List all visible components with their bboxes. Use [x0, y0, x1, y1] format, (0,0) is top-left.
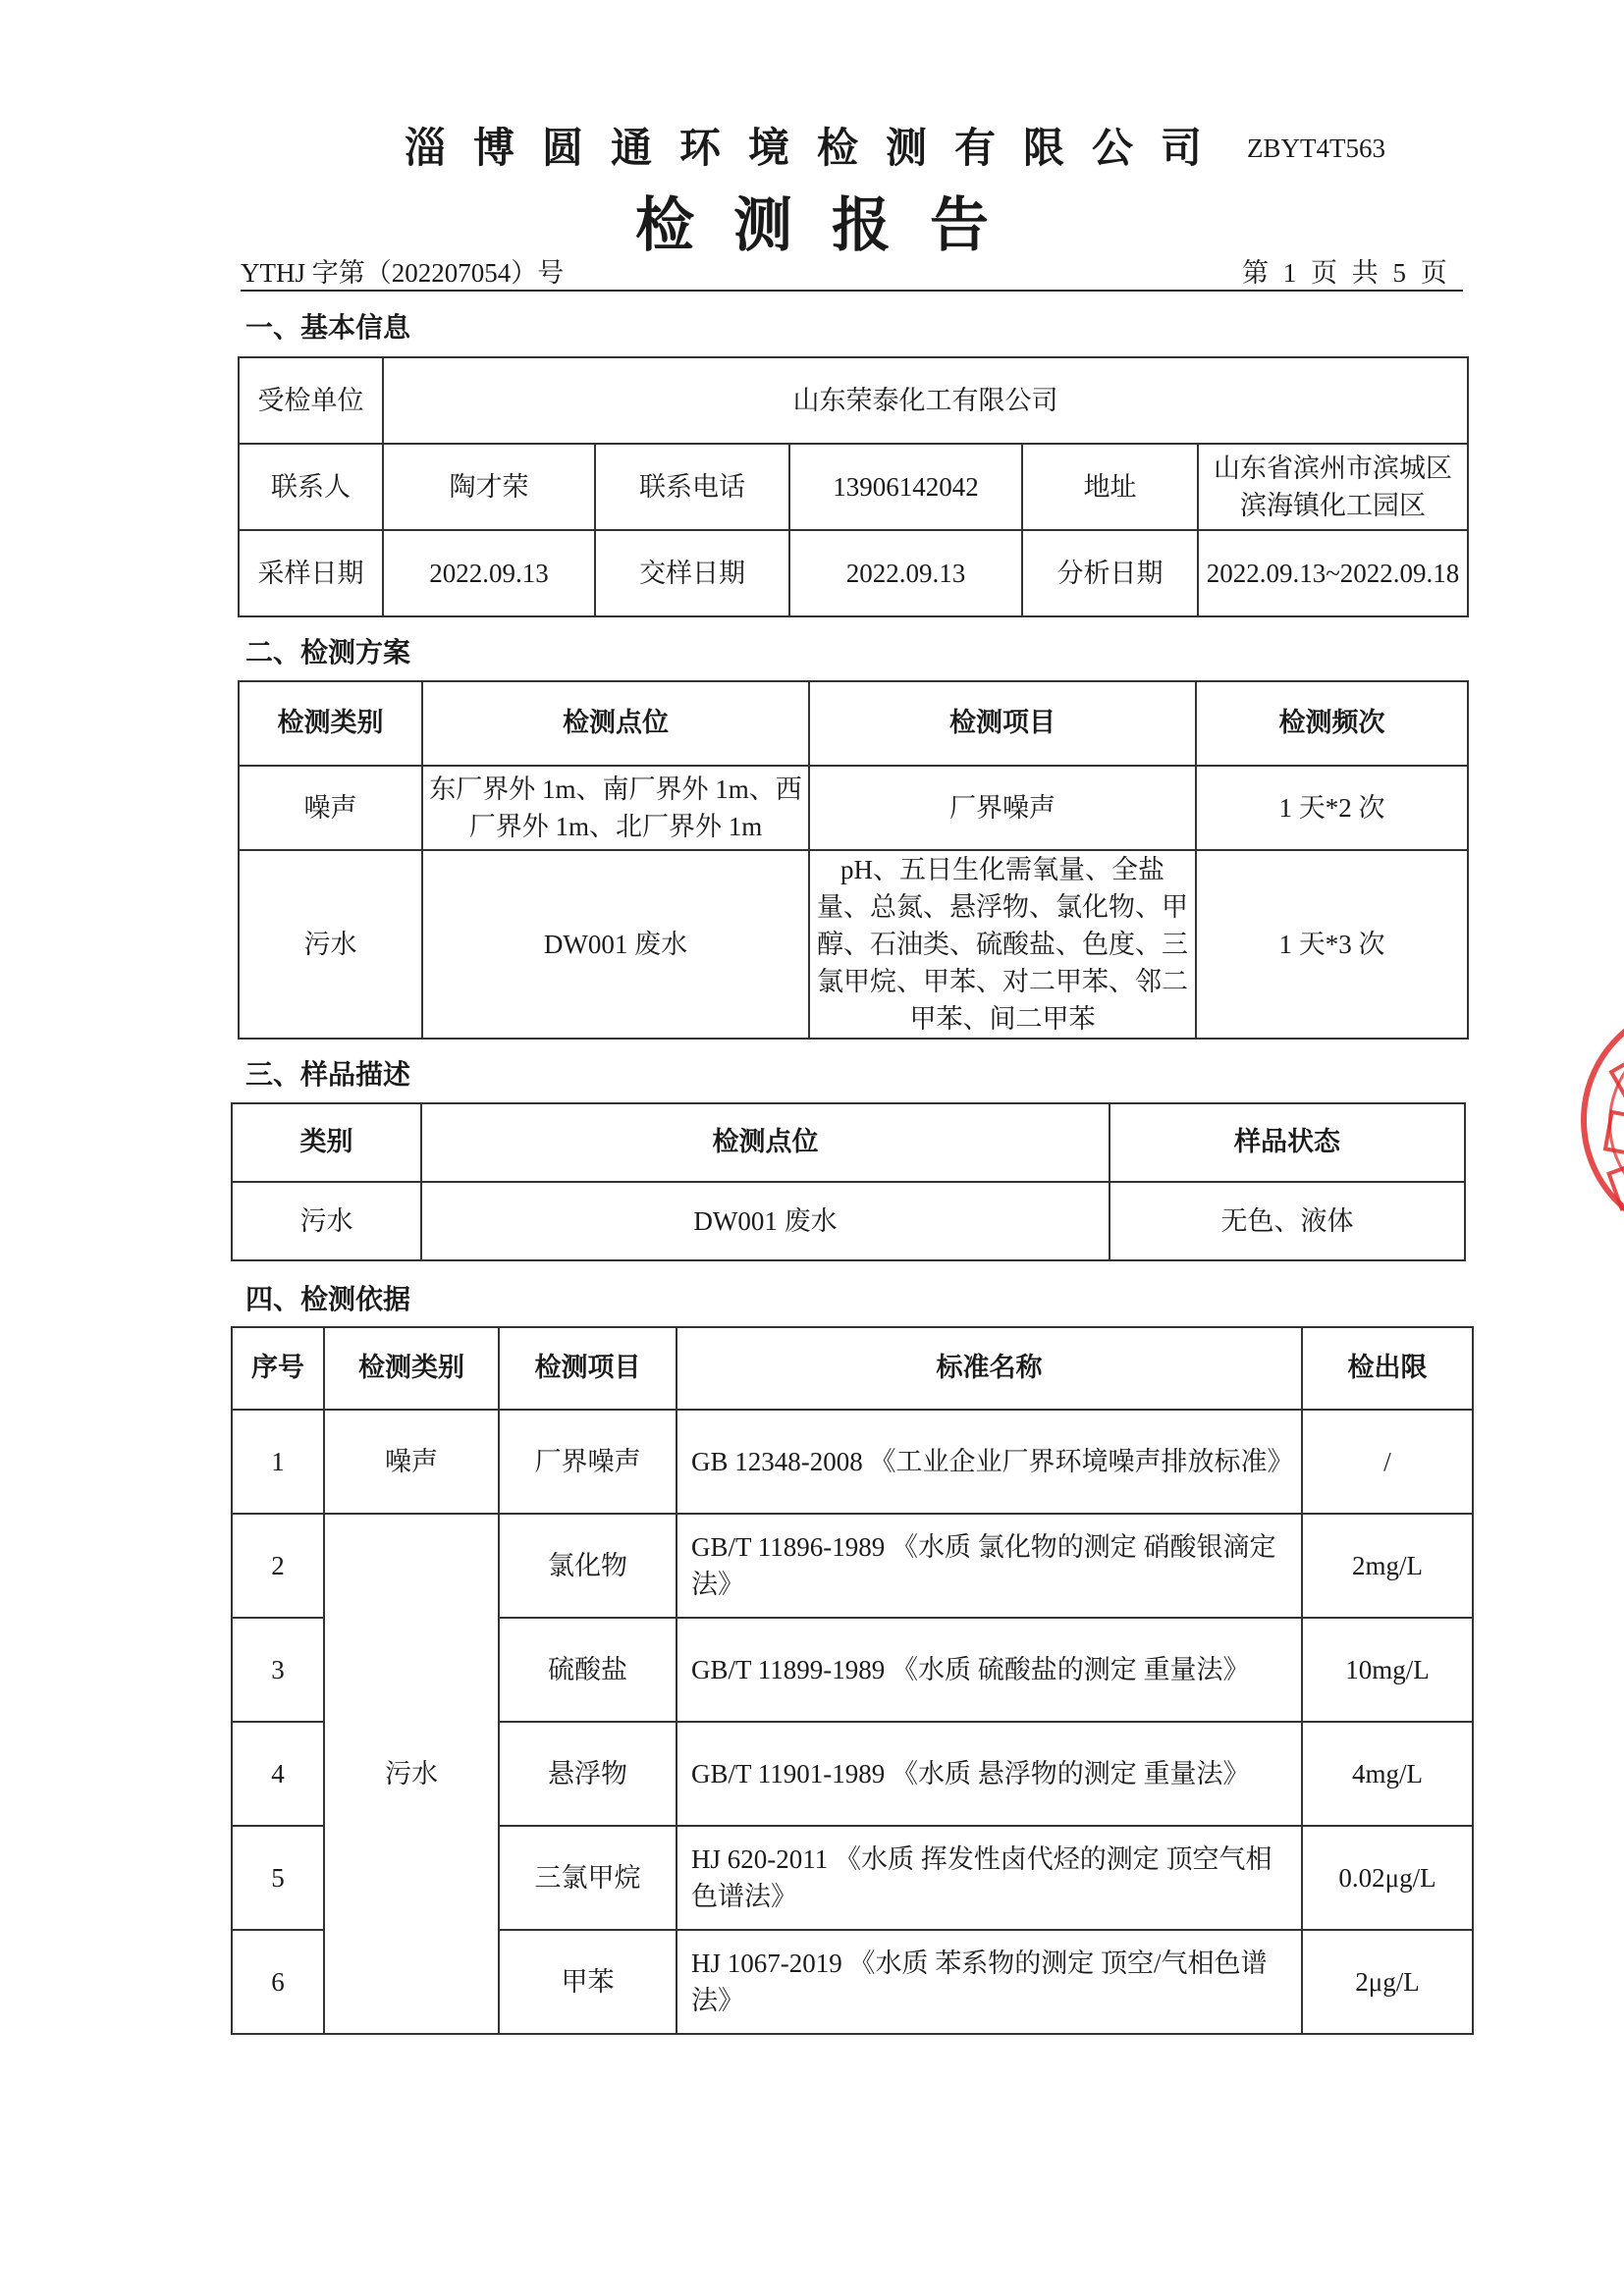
plan-header-frequency: 检测频次	[1196, 681, 1468, 766]
sample-category: 污水	[232, 1182, 421, 1260]
delivery-date-value: 2022.09.13	[789, 530, 1022, 616]
basis-category: 污水	[324, 1514, 499, 2034]
report-number: YTHJ 字第（202207054）号	[241, 258, 565, 288]
basis-no: 3	[232, 1618, 324, 1722]
basis-no: 5	[232, 1826, 324, 1930]
sampling-date-value: 2022.09.13	[383, 530, 595, 616]
table-row	[232, 1410, 1473, 1514]
basis-no: 1	[232, 1410, 324, 1514]
plan-frequency: 1 天*2 次	[1196, 766, 1468, 850]
seal-mark	[1606, 1158, 1624, 1211]
company-name: 淄博圆通环境检测有限公司	[404, 124, 1229, 172]
plan-items: pH、五日生化需氧量、全盐量、总氮、悬浮物、氯化物、甲醇、石油类、硫酸盐、色度、三氯甲烷、甲苯、对二甲苯、邻二甲苯、间二甲苯	[809, 850, 1196, 1039]
basis-standard: GB/T 11901-1989 《水质 悬浮物的测定 重量法》	[677, 1722, 1302, 1826]
report-title: 检测报告	[635, 191, 1028, 260]
sample-point: DW001 废水	[421, 1182, 1110, 1260]
plan-header-row	[239, 681, 1468, 766]
basis-header-limit: 检出限	[1302, 1327, 1473, 1410]
basis-item: 悬浮物	[499, 1722, 677, 1826]
document-code: ZBYT4T563	[1247, 133, 1385, 163]
basis-header-category: 检测类别	[324, 1327, 499, 1410]
section-basis-heading: 四、检测依据	[245, 1283, 411, 1315]
basis-limit: 2μg/L	[1302, 1930, 1473, 2034]
plan-category: 噪声	[239, 766, 422, 850]
basis-no: 2	[232, 1514, 324, 1618]
table-row	[239, 850, 1468, 1039]
plan-header-items: 检测项目	[809, 681, 1196, 766]
basis-standard: GB 12348-2008 《工业企业厂界环境噪声排放标准》	[677, 1410, 1302, 1514]
client-label: 受检单位	[239, 357, 383, 444]
section-basic-info-heading: 一、基本信息	[245, 311, 411, 344]
section-sample-heading: 三、样品描述	[245, 1058, 411, 1091]
basic-info-table	[238, 356, 1469, 617]
address-value: 山东省滨州市滨城区滨海镇化工园区	[1198, 444, 1468, 530]
sample-header-point: 检测点位	[421, 1103, 1110, 1182]
contact-row	[239, 444, 1468, 530]
plan-table	[238, 680, 1469, 1040]
seal-mark	[1603, 1110, 1624, 1158]
address-label: 地址	[1022, 444, 1198, 530]
basis-header-standard: 标准名称	[677, 1327, 1302, 1410]
client-row	[239, 357, 1468, 444]
plan-points: DW001 废水	[422, 850, 809, 1039]
basis-item: 厂界噪声	[499, 1410, 677, 1514]
basis-category: 噪声	[324, 1410, 499, 1514]
basis-standard: GB/T 11896-1989 《水质 氯化物的测定 硝酸银滴定法》	[677, 1514, 1302, 1618]
delivery-date-label: 交样日期	[595, 530, 789, 616]
table-row	[239, 766, 1468, 850]
dates-row	[239, 530, 1468, 616]
basis-standard: HJ 1067-2019 《水质 苯系物的测定 顶空/气相色谱法》	[677, 1930, 1302, 2034]
company-seal-stamp	[1581, 1001, 1624, 1239]
plan-header-points: 检测点位	[422, 681, 809, 766]
basis-limit: 10mg/L	[1302, 1618, 1473, 1722]
client-value: 山东荣泰化工有限公司	[383, 357, 1468, 444]
basis-header-row	[232, 1327, 1473, 1410]
basis-no: 6	[232, 1930, 324, 2034]
basis-header-no: 序号	[232, 1327, 324, 1410]
basis-table	[231, 1326, 1474, 2035]
plan-points: 东厂界外 1m、南厂界外 1m、西厂界外 1m、北厂界外 1m	[422, 766, 809, 850]
basis-limit: 2mg/L	[1302, 1514, 1473, 1618]
header-rule	[241, 290, 1463, 292]
basis-item: 甲苯	[499, 1930, 677, 2034]
plan-items: 厂界噪声	[809, 766, 1196, 850]
basis-standard: HJ 620-2011 《水质 挥发性卤代烃的测定 顶空气相色谱法》	[677, 1826, 1302, 1930]
sampling-date-label: 采样日期	[239, 530, 383, 616]
sample-header-category: 类别	[232, 1103, 421, 1182]
plan-category: 污水	[239, 850, 422, 1039]
sample-state: 无色、液体	[1110, 1182, 1465, 1260]
sample-table	[231, 1102, 1466, 1261]
plan-header-category: 检测类别	[239, 681, 422, 766]
basis-standard: GB/T 11899-1989 《水质 硫酸盐的测定 重量法》	[677, 1618, 1302, 1722]
basis-limit: /	[1302, 1410, 1473, 1514]
analysis-date-label: 分析日期	[1022, 530, 1198, 616]
basis-no: 4	[232, 1722, 324, 1826]
phone-label: 联系电话	[595, 444, 789, 530]
sample-header-state: 样品状态	[1110, 1103, 1465, 1182]
phone-value: 13906142042	[789, 444, 1022, 530]
basis-item: 氯化物	[499, 1514, 677, 1618]
page-info: 第 1 页 共 5 页	[1242, 258, 1447, 288]
basis-item: 三氯甲烷	[499, 1826, 677, 1930]
table-row	[232, 1514, 1473, 1618]
table-row	[232, 1182, 1465, 1260]
contact-label: 联系人	[239, 444, 383, 530]
basis-item: 硫酸盐	[499, 1618, 677, 1722]
sample-header-row	[232, 1103, 1465, 1182]
basis-limit: 0.02μg/L	[1302, 1826, 1473, 1930]
basis-limit: 4mg/L	[1302, 1722, 1473, 1826]
contact-value: 陶才荣	[383, 444, 595, 530]
analysis-date-value: 2022.09.13~2022.09.18	[1198, 530, 1468, 616]
section-plan-heading: 二、检测方案	[245, 636, 411, 668]
basis-header-item: 检测项目	[499, 1327, 677, 1410]
plan-frequency: 1 天*3 次	[1196, 850, 1468, 1039]
